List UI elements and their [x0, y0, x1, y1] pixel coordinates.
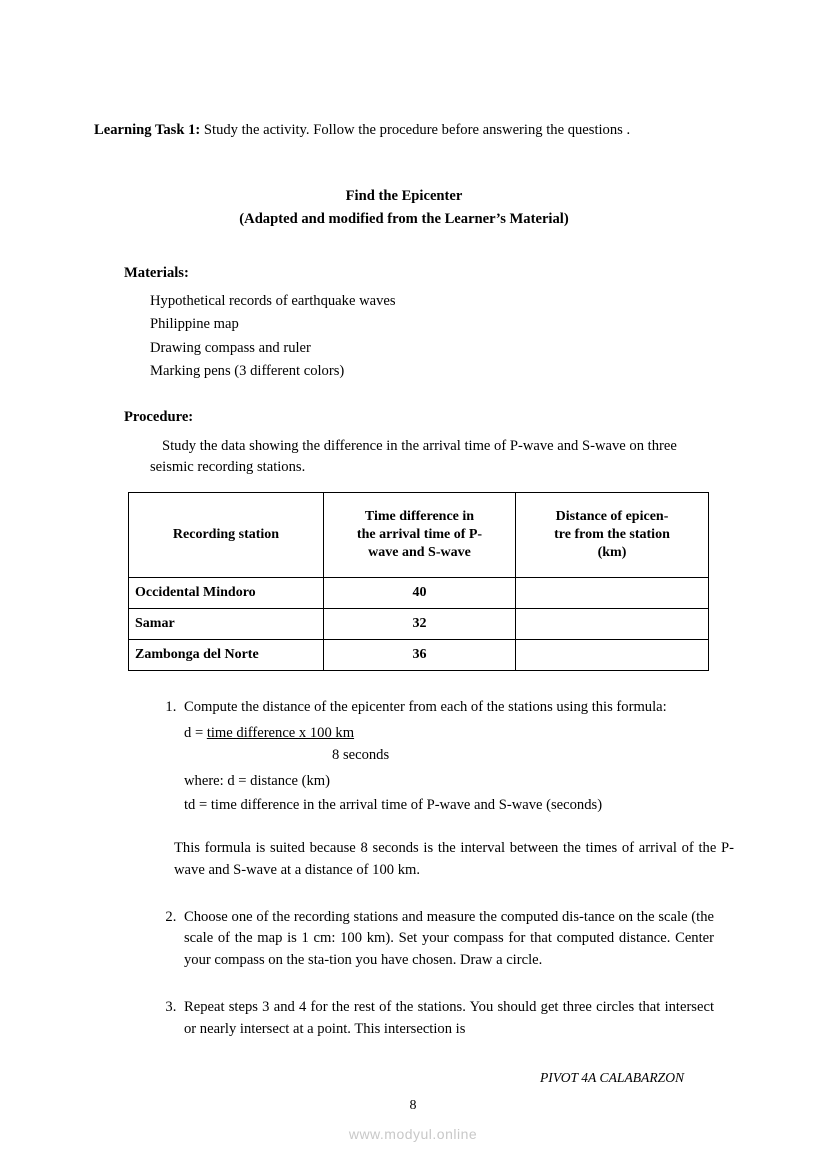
- materials-item: Marking pens (3 different colors): [150, 362, 345, 379]
- procedure-heading: Procedure:: [124, 408, 194, 425]
- table-header-time-line: wave and S-wave: [368, 545, 471, 560]
- table-header-row: [129, 492, 709, 577]
- formula-prefix: d =: [184, 725, 207, 742]
- page-number: 8: [409, 1098, 417, 1113]
- table-cell-station: Occidental Mindoro: [129, 577, 324, 608]
- materials-list: [150, 290, 714, 382]
- learning-task-label: Learning Task 1:: [94, 122, 201, 138]
- procedure-step-1: [180, 697, 714, 816]
- watermark: www.modyul.online: [348, 1126, 478, 1142]
- table-header-time-line: Time difference in: [364, 508, 475, 524]
- procedure-step-3: 3. Repeat steps 3 and 4 for the rest of the stations. You should get three circles that intersect or nearly intersect at a point. This intersection is: [180, 997, 714, 1040]
- table-header-station: Recording station: [129, 492, 324, 577]
- procedure-step-1-text: Compute the distance of the epicenter from each of the stations using this formula:: [184, 698, 667, 715]
- procedure-step-2: 2. Choose one of the recording stations and measure the computed dis-tance on the scale (the scale of the map is 1 cm: 100 km). Set your compass for that computed distance. Center your compass on the sta-tion you have chosen. Draw a circle.: [180, 907, 714, 971]
- table-cell-station: Samar: [129, 608, 324, 639]
- table-cell-distance: [516, 577, 709, 608]
- table-header-distance: [516, 492, 709, 577]
- materials-item: Philippine map: [150, 316, 239, 333]
- activity-title: Find the Epicenter: [345, 187, 463, 204]
- procedure-steps-continued-2: [94, 997, 714, 1040]
- table-header-time-line: the arrival time of P-: [356, 526, 483, 542]
- learning-task-paragraph: [94, 120, 714, 141]
- learning-task-text: Study the activity. Follow the procedure before answering the questions .: [200, 122, 631, 138]
- procedure-intro: [150, 436, 690, 478]
- formula-where: where: d = distance (km): [184, 773, 331, 790]
- activity-subtitle: (Adapted and modified from the Learner’s Material): [239, 211, 569, 228]
- materials-item: Drawing compass and ruler: [150, 339, 311, 356]
- materials-item: Hypothetical records of earthquake waves: [150, 293, 396, 310]
- procedure-intro-text: Study the data showing the difference in the arrival time of P-wave and S-wave on three seismic recording stations.: [150, 437, 677, 475]
- document-body: [94, 120, 734, 1044]
- procedure-steps-continued: [94, 907, 714, 971]
- table-header-distance-line: (km): [597, 545, 627, 560]
- table-cell-distance: [516, 639, 709, 670]
- table-cell-time-difference: 40: [324, 577, 516, 608]
- formula-td: td = time difference in the arrival time of P-wave and S-wave (seconds): [184, 796, 603, 813]
- footer-note: PIVOT 4A CALABARZON: [540, 1070, 685, 1085]
- seismic-data-table: [128, 492, 709, 671]
- table-cell-time-difference: 36: [324, 639, 516, 670]
- table-row: [129, 608, 709, 639]
- table-header-distance-line: tre from the station: [554, 526, 670, 542]
- formula-line: [184, 723, 714, 744]
- materials-heading: Materials:: [124, 265, 189, 282]
- procedure-steps: [94, 697, 714, 816]
- table-header-time-difference: [324, 492, 516, 577]
- table-row: [129, 639, 709, 670]
- activity-title-block: [94, 185, 714, 232]
- table-header-distance-line: Distance of epicen-: [555, 508, 669, 524]
- table-cell-station: Zambonga del Norte: [129, 639, 324, 670]
- table-cell-distance: [516, 608, 709, 639]
- table-row: [129, 577, 709, 608]
- formula-numerator: time difference x 100 km: [206, 725, 355, 742]
- table-cell-time-difference: 32: [324, 608, 516, 639]
- formula-denominator: 8 seconds: [332, 746, 390, 763]
- formula-note: This formula is suited because 8 seconds is the interval between the times of arrival of the P-wave and S-wave at a distance of 100 km.: [174, 840, 734, 878]
